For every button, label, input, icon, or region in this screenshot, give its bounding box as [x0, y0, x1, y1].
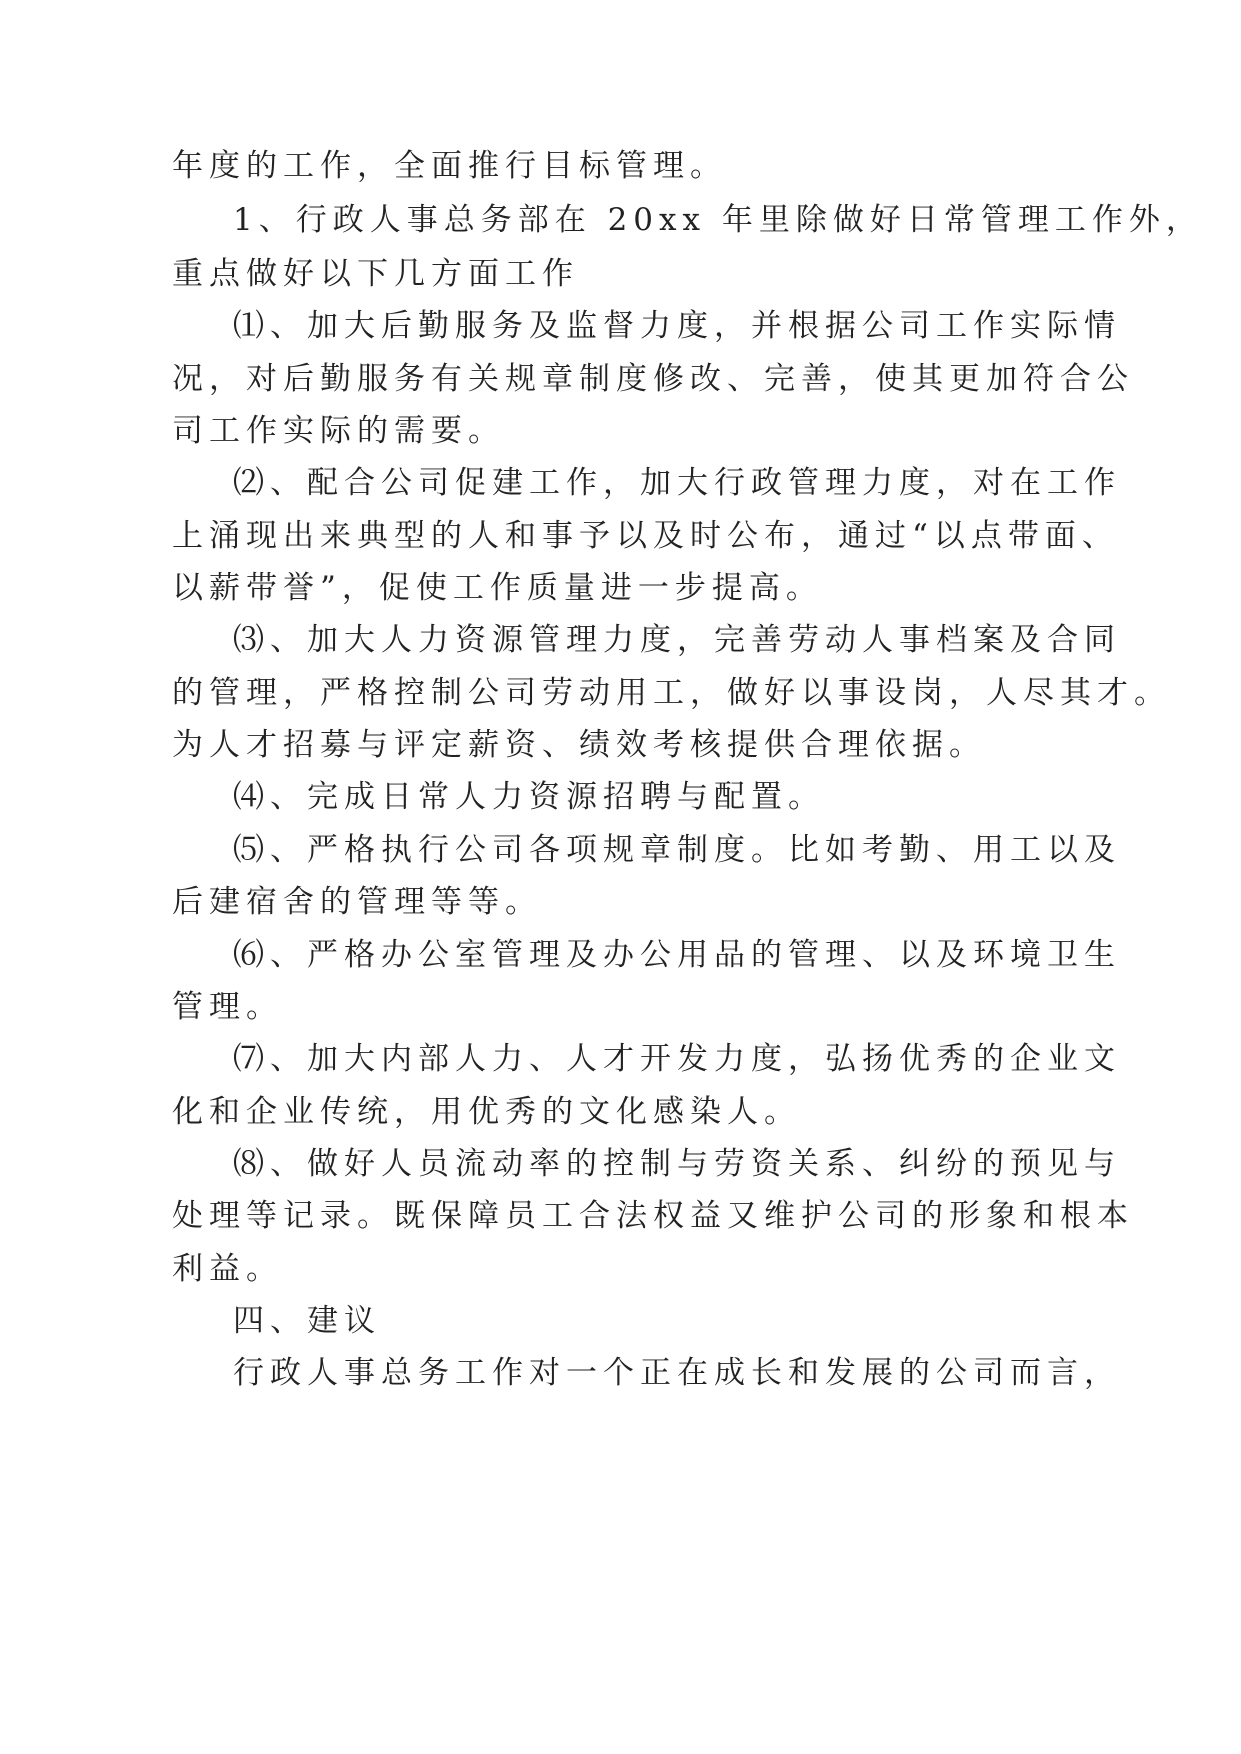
text-line-20: ⑻、做好人员流动率的控制与劳资关系、纠纷的预见与: [233, 1146, 1121, 1182]
text-line-14: ⑸、严格执行公司各项规章制度。比如考勤、用工以及: [233, 832, 1121, 868]
text-line-17: 管理。: [172, 989, 283, 1025]
text-line-18: ⑺、加大内部人力、人才开发力度，弘扬优秀的企业文: [233, 1041, 1121, 1077]
text-line-12: 为人才招募与评定薪资、绩效考核提供合理依据。: [172, 727, 986, 763]
text-line-6: 司工作实际的需要。: [172, 413, 505, 449]
text-line-19: 化和企业传统，用优秀的文化感染人。: [172, 1094, 801, 1130]
text-line-15: 后建宿舍的管理等等。: [172, 884, 542, 920]
text-line-1: 年度的工作，全面推行目标管理。: [172, 148, 727, 184]
text-line-5: 况，对后勤服务有关规章制度修改、完善，使其更加符合公: [172, 361, 1134, 397]
text-line-7: ⑵、配合公司促建工作，加大行政管理力度，对在工作: [233, 465, 1121, 501]
text-line-21: 处理等记录。既保障员工合法权益又维护公司的形象和根本: [172, 1198, 1134, 1234]
text-line-9: 以薪带誉”，促使工作质量进一步提高。: [172, 570, 823, 606]
text-line-11: 的管理，严格控制公司劳动用工，做好以事设岗，人尽其才。: [172, 675, 1171, 711]
text-line-24: 行政人事总务工作对一个正在成长和发展的公司而言，: [233, 1355, 1121, 1391]
text-line-10: ⑶、加大人力资源管理力度，完善劳动人事档案及合同: [233, 622, 1121, 658]
text-line-4: ⑴、加大后勤服务及监督力度，并根据公司工作实际情: [233, 308, 1121, 344]
section-heading: 四、建议: [233, 1303, 381, 1339]
text-line-2: 1、行政人事总务部在 20xx 年里除做好日常管理工作外，: [233, 202, 1203, 238]
text-line-13: ⑷、完成日常人力资源招聘与配置。: [233, 779, 825, 815]
text-line-22: 利益。: [172, 1251, 283, 1287]
text-line-3: 重点做好以下几方面工作: [172, 256, 579, 292]
text-line-8: 上涌现出来典型的人和事予以及时公布，通过“以点带面、: [172, 518, 1119, 554]
text-line-16: ⑹、严格办公室管理及办公用品的管理、以及环境卫生: [233, 937, 1121, 973]
